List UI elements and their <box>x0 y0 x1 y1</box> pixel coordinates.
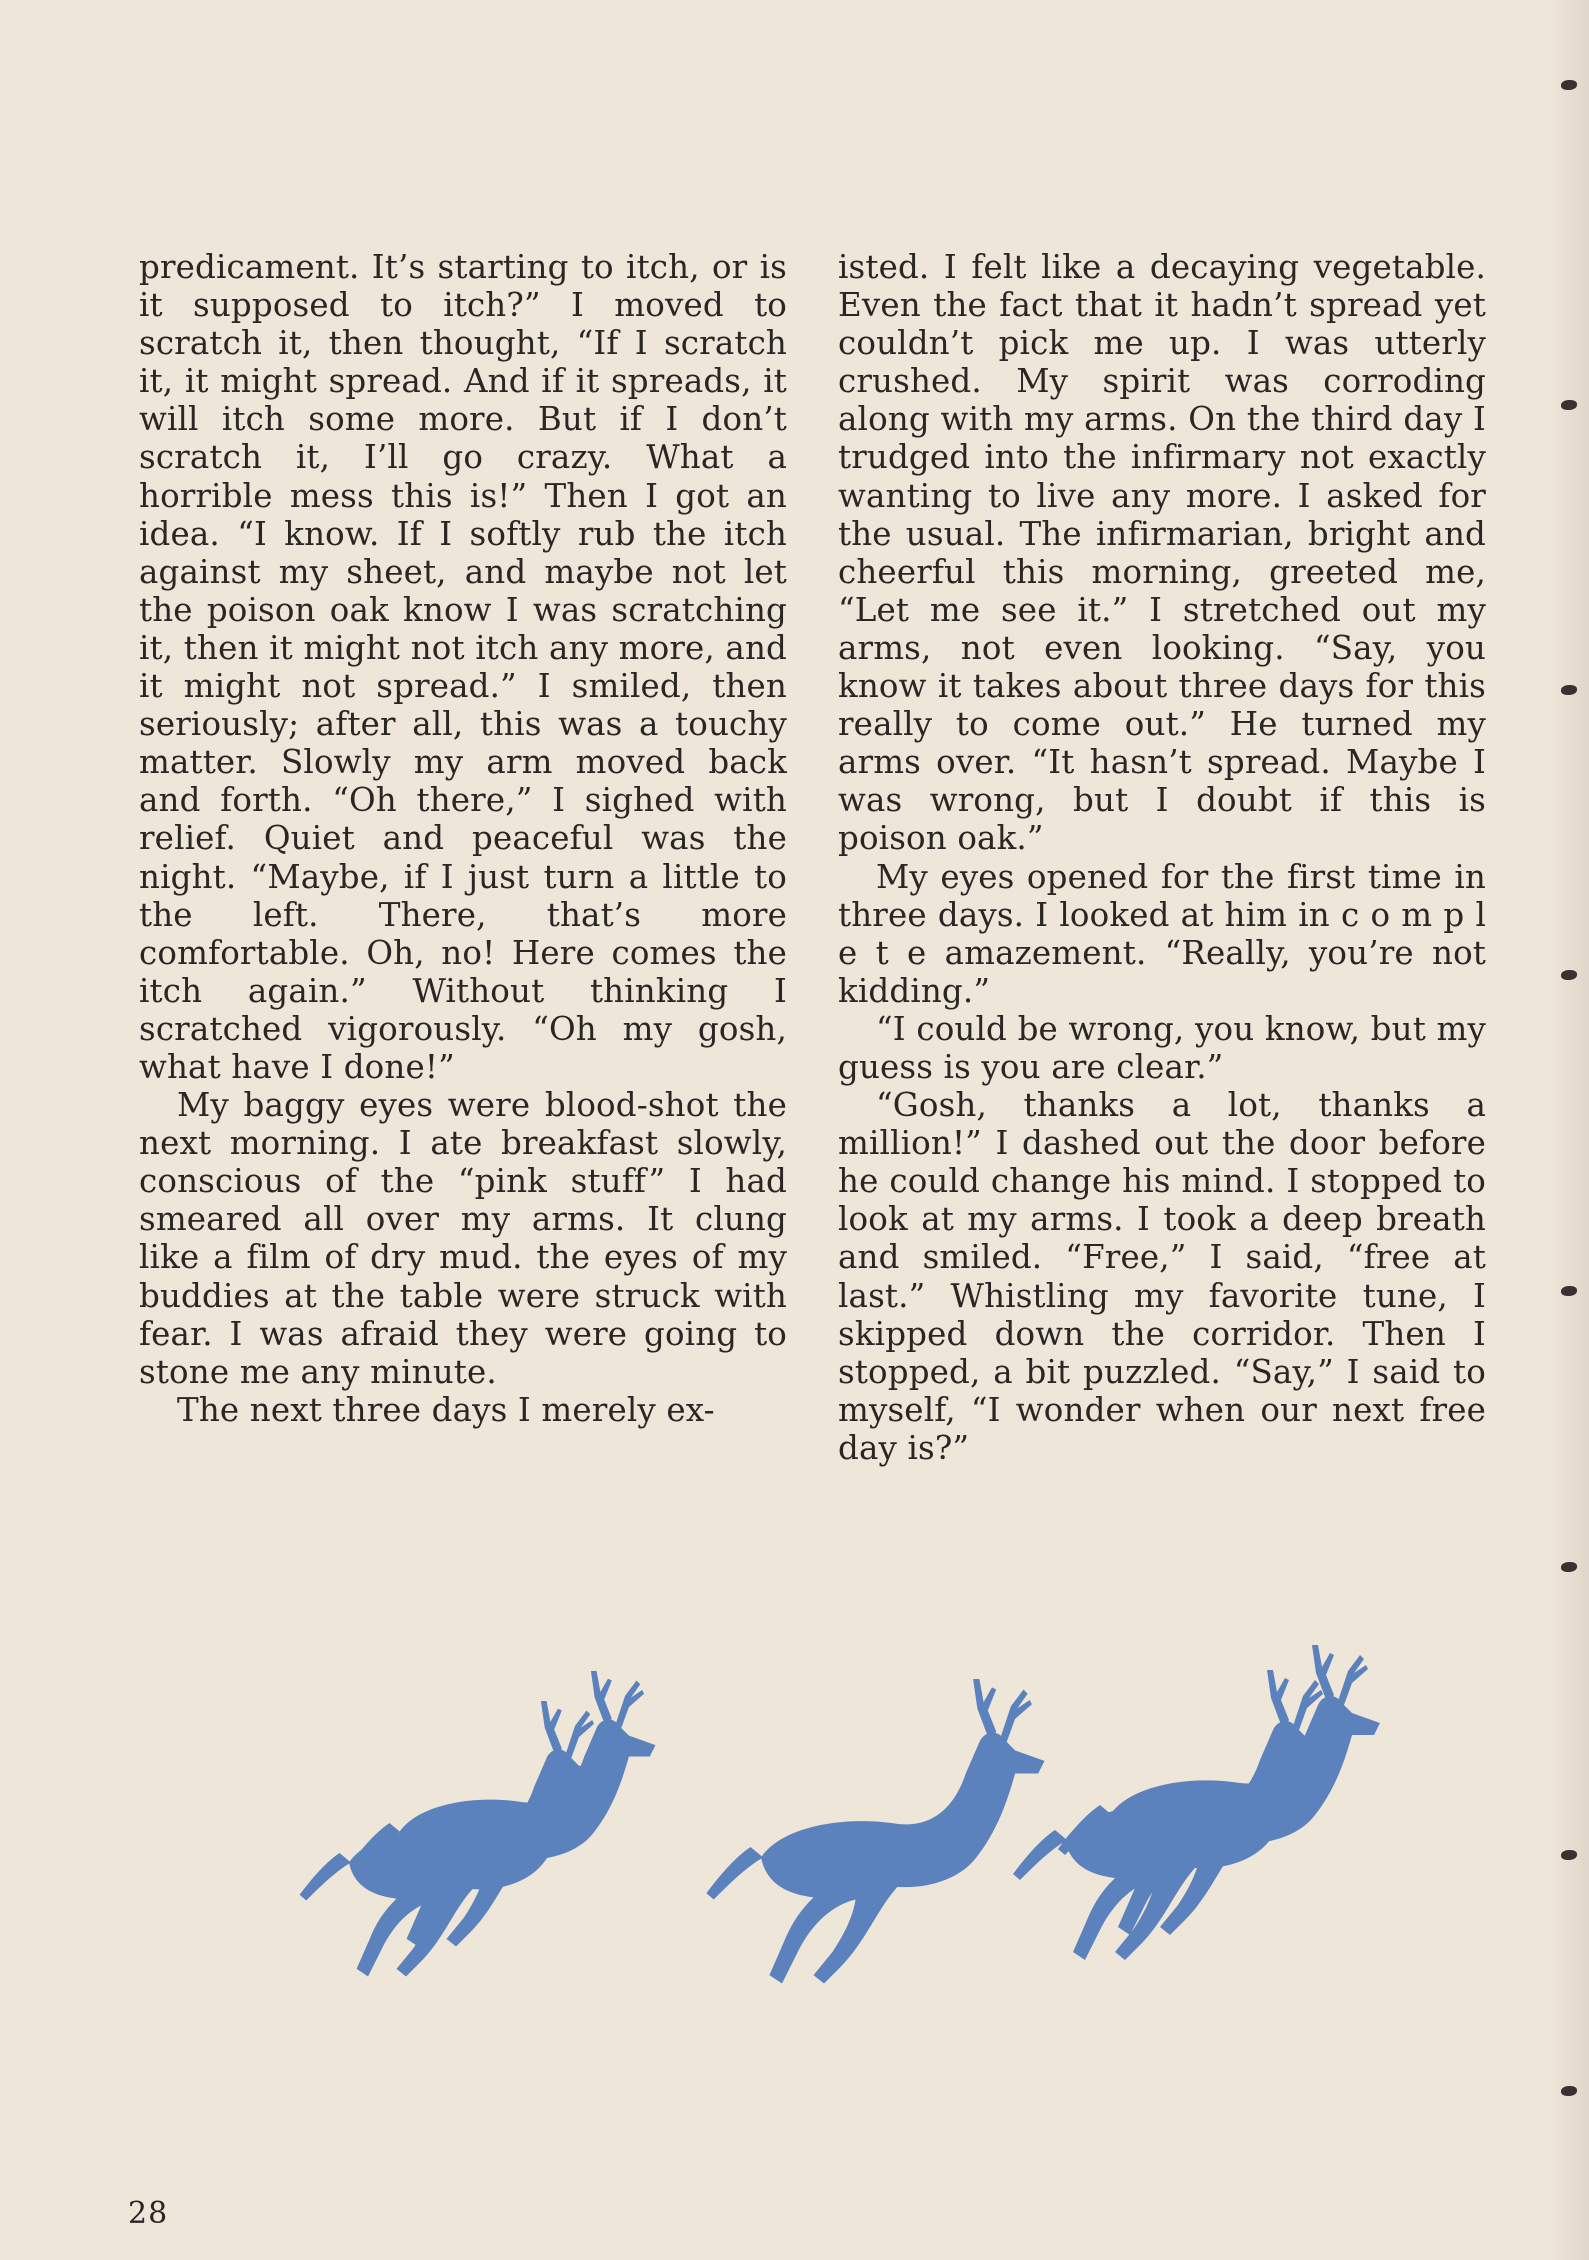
binding-hole <box>1561 1286 1577 1296</box>
right-text-column <box>838 248 1486 1467</box>
paragraph: The next three days I merely ex- <box>177 1390 715 1429</box>
paragraph: My baggy eyes were blood-shot the next morning. I ate breakfast slowly, conscious of the “pink stuff” I had smeared all over my arms. It clung like a film of dry mud. the eyes of my buddies at the table were struck with fear. I was afraid they were going to stone me any minute. <box>139 1086 787 1391</box>
paragraph: predicament. It’s starting to itch, or is it supposed to itch?” I moved to scratch it, then thought, “If I scratch it, it might spread. And if it spreads, it will itch some more. But if I don’t scratch it, I’ll go crazy. What a horrible mess this is!” Then I got an idea. “I know. If I softly rub the itch against my sheet, and maybe not let the poison oak know I was scratching it, then it might not itch any more, and it might not spread.” I smiled, then seriously; after all, this was a touchy matter. Slowly my arm moved back and forth. “Oh there,” I sighed with relief. Quiet and peaceful was the night. “Maybe, if I just turn a little to the left. There, that’s more comfortable. Oh, no! Here comes the itch again.” Without thinking I scratched vigorously. “Oh my gosh, what have I done!” <box>139 248 787 1086</box>
paragraph: isted. I felt like a decaying vegetable. Even the fact that it hadn’t spread yet couldn’t pick me up. I was utterly crushed. My spirit was corroding along with my arms. On the third day I trudged into the infirmary not exactly wanting to live any more. I asked for the usual. The infirmarian, bright and cheerful this morning, greeted me, “Let me see it.” I stretched out my arms, not even looking. “Say, you know it takes about three days for this really to come out.” He turned my arms over. “It hasn’t spread. Maybe I was wrong, but I doubt if this is poison oak.” <box>838 248 1486 858</box>
binding-hole <box>1561 400 1577 410</box>
binding-hole <box>1561 970 1577 980</box>
left-text-column <box>139 248 787 1429</box>
binding-hole <box>1561 1850 1577 1860</box>
paragraph: “I could be wrong, you know, but my guess is you are clear.” <box>838 1009 1486 1086</box>
leaping-reindeer-illustration <box>270 1610 1380 2030</box>
binding-hole <box>1561 80 1577 90</box>
binding-hole <box>1561 2086 1577 2096</box>
paragraph: “Gosh, thanks a lot, thanks a million!” I dashed out the door before he could change his mind. I stopped to look at my arms. I took a deep breath and smiled. “Free,” I said, “free at last.” Whistling my favorite tune, I skipped down the corridor. Then I stopped, a bit puzzled. “Say,” I said to myself, “I wonder when our next free day is?” <box>838 1086 1486 1467</box>
binding-hole <box>1561 685 1577 695</box>
binding-hole <box>1561 1562 1577 1572</box>
paragraph: My eyes opened for the first time in three days. I looked at him in c o m p l e t e amazement. “Really, you’re not kidding.” <box>838 857 1486 1010</box>
page-edge-shadow <box>1549 0 1589 2260</box>
page-number: 28 <box>128 2196 169 2231</box>
